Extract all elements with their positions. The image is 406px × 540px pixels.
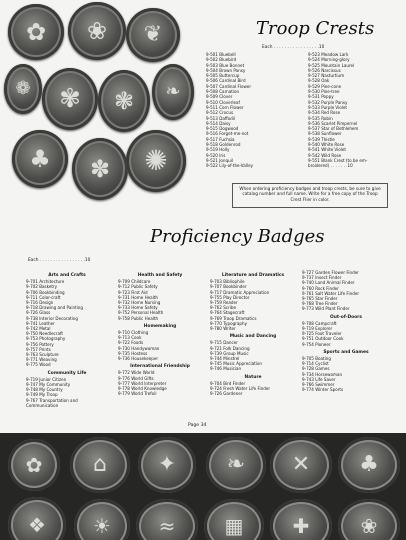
sun-icon: ☀ bbox=[93, 514, 111, 538]
category-heading: Out-of-Doors bbox=[330, 314, 362, 320]
list-item: 9-757 Prints bbox=[26, 346, 51, 352]
list-item: 9-522 Lily-of-the-Valley bbox=[206, 163, 254, 169]
list-item: 9-520 Iris bbox=[206, 152, 226, 158]
list-item: 9-535 Robin bbox=[308, 115, 333, 121]
category-heading: Literature and Dramatics bbox=[221, 273, 285, 278]
list-item: 9-724 Fresh Water Life Finder bbox=[210, 386, 271, 392]
list-item: 9-532 Purple Pansy bbox=[308, 99, 348, 105]
category-heading: Arts and Crafts bbox=[48, 273, 86, 278]
list-item: 9-747 My Community bbox=[26, 382, 71, 388]
flower-icon: ❁ bbox=[15, 78, 31, 99]
list-item: 9-773 Wild Plant Finder bbox=[302, 306, 350, 312]
list-item: 9-542 Wild Rose bbox=[308, 152, 342, 158]
badge bbox=[136, 499, 198, 540]
list-item: 9-712 Public Safety bbox=[118, 284, 158, 290]
flower-icon: ✿ bbox=[25, 18, 47, 46]
list-item: 9-718 Drawing and Painting bbox=[26, 305, 83, 311]
list-item: 9-739 Group Music bbox=[210, 350, 249, 356]
crest-badge bbox=[98, 70, 150, 132]
list-item: 9-723 First Aid bbox=[118, 289, 148, 295]
list-item: 9-701 Architecture bbox=[26, 279, 65, 285]
list-item: 9-533 Purple Violet bbox=[308, 104, 348, 110]
proficiency-badges-photo bbox=[0, 433, 406, 540]
badge bbox=[138, 437, 196, 493]
crest-badge bbox=[12, 130, 68, 188]
list-item: 9-750 Needlecraft bbox=[26, 331, 63, 337]
flower-icon: ✽ bbox=[89, 155, 111, 183]
list-item: 9-765 Star Finder bbox=[302, 296, 338, 302]
list-item: 9-722 Foods bbox=[118, 340, 144, 346]
list-item: 9-711 Color-craft bbox=[26, 294, 61, 300]
list-item: 9-719 Explorer bbox=[302, 326, 333, 332]
list-item: 9-770 Typography bbox=[210, 320, 247, 326]
list-item: 9-539 Thistle bbox=[308, 136, 335, 142]
crest-badge bbox=[152, 64, 194, 120]
list-item: 9-769 Troop Dramatics bbox=[210, 315, 257, 321]
list-item: 9-751 Outdoor Cook bbox=[302, 336, 344, 342]
star-icon: ✦ bbox=[157, 452, 177, 477]
badge bbox=[270, 499, 332, 540]
list-item: 9-713 Cook bbox=[118, 335, 142, 341]
list-item: 9-529 Pine-cone bbox=[308, 83, 342, 89]
list-item: 9-524 Morning-glory bbox=[308, 57, 350, 63]
proficiency-column-3 bbox=[210, 270, 296, 396]
category-heading: International Friendship bbox=[130, 364, 190, 370]
list-item: 9-706 Bookbinding bbox=[26, 289, 65, 295]
list-item: 9-507 Cardinal Flower bbox=[206, 83, 251, 89]
list-item: 9-759 Reader bbox=[210, 300, 238, 306]
troop-crests-list-right bbox=[308, 52, 367, 169]
badge bbox=[338, 499, 400, 540]
list-item: 9-755 Play Director bbox=[210, 294, 250, 300]
badge bbox=[204, 499, 264, 540]
list-item: 9-738 Interior Decorating bbox=[26, 315, 78, 321]
crest-badge bbox=[126, 8, 180, 62]
list-item: 9-523 Meadow Lark bbox=[308, 52, 349, 57]
list-item: 9-708 Campcraft bbox=[302, 320, 337, 326]
list-item: 9-727 Garden Flower Finder bbox=[302, 270, 359, 275]
list-item: 9-733 Home Safety bbox=[118, 305, 158, 311]
flower-icon: ✿ bbox=[25, 453, 43, 477]
wave-icon: ≈ bbox=[158, 514, 176, 538]
crest-badge bbox=[68, 2, 126, 60]
bird-icon: ❧ bbox=[226, 452, 246, 477]
list-item: 9-709 Childcare bbox=[118, 279, 151, 285]
house-icon: ⌂ bbox=[93, 452, 107, 477]
list-item: 9-534 Red Rose bbox=[308, 110, 341, 116]
list-item: 9-732 Home Nursing bbox=[118, 300, 161, 306]
cross-icon: ✚ bbox=[292, 514, 310, 538]
list-item: 9-761 Salt Water Life Finder bbox=[302, 290, 360, 296]
list-item: 9-514 Daisy bbox=[206, 120, 231, 126]
list-item: 9-509 Clover bbox=[206, 94, 233, 100]
category-heading: Health and Safety bbox=[137, 273, 183, 278]
list-item: 9-551 Blank Crest (to be em- bbox=[308, 157, 368, 163]
bird-icon: ❧ bbox=[165, 81, 181, 102]
list-item: 9-780 Writer bbox=[210, 326, 236, 332]
list-item: 9-728 Games bbox=[302, 366, 330, 372]
list-item: 9-504 Brown Pansy bbox=[206, 67, 246, 73]
list-item: 9-752 Personal Health bbox=[118, 310, 164, 316]
list-item: 9-521 Jonquil bbox=[206, 157, 233, 163]
list-item: 9-778 World Knowledge bbox=[118, 386, 167, 392]
list-item: 9-764 Stagecraft bbox=[210, 310, 245, 316]
list-item: 9-742 Metal bbox=[26, 326, 51, 332]
list-item: 9-525 Mountain Laurel bbox=[308, 62, 355, 68]
badge bbox=[70, 437, 130, 493]
list-item: 9-517 Fuchsia bbox=[206, 136, 235, 142]
list-item: 9-506 Cardinal Bird bbox=[206, 78, 246, 84]
list-item: 9-746 Musician bbox=[210, 366, 242, 372]
list-item: 9-748 My Country bbox=[26, 387, 63, 393]
list-item: 9-503 Blue Bonnet bbox=[206, 62, 245, 68]
list-item: 9-516 Forget-me-not bbox=[206, 131, 249, 137]
crest-badge bbox=[42, 68, 98, 130]
category-heading: Nature bbox=[244, 374, 262, 380]
list-item: 9-779 World Trefoil bbox=[118, 391, 157, 397]
list-item: 9-526 Narcissus bbox=[308, 67, 341, 73]
list-item: broidered) . . . . . . .10 bbox=[308, 163, 353, 169]
list-item: 9-719 Junior Citizen bbox=[26, 376, 67, 382]
list-item: 9-756 Pottery bbox=[26, 341, 54, 347]
list-item: 9-766 Swimmer bbox=[302, 382, 335, 388]
troop-crests-price: Each . . . . . . . . . . . . . . . . .10 bbox=[262, 45, 325, 50]
list-item: 9-754 Pioneer bbox=[302, 341, 331, 347]
list-item: 9-743 Life Saver bbox=[302, 376, 336, 382]
badge bbox=[74, 499, 130, 540]
list-item: 9-710 Clothing bbox=[118, 330, 149, 336]
list-item: 9-775 Wood bbox=[26, 362, 51, 368]
page-number: Page 34 bbox=[188, 423, 207, 428]
list-item: 9-774 Winter Sports bbox=[302, 387, 344, 393]
list-item: 9-776 World Gifts bbox=[118, 375, 154, 381]
list-item: 9-741 Leather bbox=[26, 320, 55, 326]
proficiency-column-4 bbox=[302, 270, 390, 392]
list-item: 9-527 Nasturtium bbox=[308, 73, 345, 79]
crest-badge bbox=[126, 130, 186, 192]
proficiency-badges-price: Each . . . . . . . . . . . . . . . . .10 bbox=[28, 258, 91, 263]
list-item: 9-510 Cloverleaf bbox=[206, 99, 240, 105]
list-item: 9-505 Buttercup bbox=[206, 73, 240, 79]
crest-badge bbox=[72, 138, 128, 200]
badge bbox=[270, 437, 332, 493]
list-item: 9-511 Corn Flower bbox=[206, 104, 244, 110]
list-item: 9-537 Star of Bethlehem bbox=[308, 126, 359, 132]
list-item: 9-753 Photography bbox=[26, 336, 66, 342]
list-item: 9-772 Wide World bbox=[118, 370, 155, 376]
list-item: 9-763 Sculpture bbox=[26, 352, 59, 358]
crest-badge bbox=[8, 4, 64, 60]
list-item: 9-726 Gardener bbox=[210, 391, 243, 397]
list-item: 9-536 Scarlet Pimpernel bbox=[308, 120, 358, 126]
list-item: 9-731 Home Health bbox=[118, 294, 159, 300]
list-item: 9-777 World Interpreter bbox=[118, 380, 167, 386]
list-item: 9-725 Foot Traveler bbox=[302, 331, 342, 337]
ordering-note: When ordering proficiency badges and troop crests, be sure to give catalog number and full name. Write for a free copy of the Troop Crest Flier in color. bbox=[232, 183, 388, 208]
troop-crests-list-left bbox=[206, 52, 253, 169]
list-item: 9-749 My Troop bbox=[26, 392, 58, 398]
list-item: 9-715 Dancer bbox=[210, 340, 238, 346]
category-heading: Homemaking bbox=[143, 323, 177, 329]
proficiency-badges-title: Proficiency Badges bbox=[150, 226, 325, 247]
list-item: 9-502 Bluebird bbox=[206, 57, 237, 63]
category-heading: Music and Dancing bbox=[229, 334, 277, 340]
grid-icon: ▦ bbox=[224, 514, 244, 538]
crest-badge bbox=[4, 64, 42, 114]
badge bbox=[8, 497, 66, 540]
list-item: 9-513 Daffodil bbox=[206, 115, 236, 121]
flower-icon: ❀ bbox=[86, 17, 108, 45]
list-item: 9-508 Carnation bbox=[206, 89, 240, 95]
badge bbox=[8, 439, 60, 491]
list-item: 9-740 Land Animal Finder bbox=[302, 280, 355, 286]
list-item: 9-735 Hostess bbox=[118, 350, 148, 356]
flower-icon: ❃ bbox=[113, 87, 135, 115]
list-item: 9-758 Public Health bbox=[118, 315, 159, 321]
trefoil-icon: ♣ bbox=[359, 452, 379, 477]
list-item: 9-531 Poppy bbox=[308, 94, 334, 100]
list-item: 9-540 White Rose bbox=[308, 142, 345, 148]
list-item: 9-512 Crocus bbox=[206, 110, 234, 116]
list-item: 9-515 Dogwood bbox=[206, 126, 239, 132]
list-item: 9-737 Insect Finder bbox=[302, 275, 342, 281]
list-item: 9-530 Pine-tree bbox=[308, 89, 340, 95]
list-item: 9-538 Sunflower bbox=[308, 131, 342, 137]
list-item: 9-702 Basketry bbox=[26, 284, 58, 290]
list-item: 9-704 Bird Finder bbox=[210, 380, 246, 386]
list-item: 9-703 Bibliophile bbox=[210, 279, 245, 285]
flower-icon: ❀ bbox=[360, 514, 378, 538]
list-item: 9-716 Design bbox=[26, 300, 54, 306]
badge bbox=[206, 437, 266, 493]
category-heading: Sports and Games bbox=[323, 349, 369, 355]
pattern-icon: ❖ bbox=[28, 513, 46, 537]
list-item: 9-745 Music Appreciation bbox=[210, 361, 262, 367]
leaf-icon: ❦ bbox=[143, 22, 163, 47]
list-item: 9-760 Rock Finder bbox=[302, 285, 339, 291]
list-item: 9-528 Oak bbox=[308, 78, 330, 84]
list-item: 9-721 Folk Dancing bbox=[210, 345, 250, 351]
list-item: 9-707 Bookbinder bbox=[210, 284, 247, 290]
list-item: 9-541 White Violet bbox=[308, 147, 347, 153]
category-heading: Community Life bbox=[47, 370, 87, 376]
list-item: 9-771 Weaving bbox=[26, 357, 57, 363]
crossed-keys-icon: ✕ bbox=[291, 452, 311, 477]
list-item: 9-714 Cyclist bbox=[302, 361, 329, 367]
list-item: 9-519 Holly bbox=[206, 147, 230, 153]
list-item: 9-736 Housekeeper bbox=[118, 356, 159, 362]
list-item: 9-744 Minstrel bbox=[210, 356, 240, 362]
list-item: 9-705 Boating bbox=[302, 356, 331, 362]
troop-crests-title: Troop Crests bbox=[256, 18, 375, 39]
tree-icon: ♣ bbox=[29, 145, 51, 173]
sunflower-icon: ✺ bbox=[144, 144, 168, 177]
list-item: 9-762 Scribe bbox=[210, 305, 236, 311]
proficiency-column-2 bbox=[118, 270, 202, 396]
list-item: 9-767 Transportation and bbox=[26, 397, 78, 403]
list-item: 9-734 Horsewoman bbox=[302, 371, 343, 377]
list-item: 9-730 Handywoman bbox=[118, 345, 160, 351]
list-item: 9-768 Tree Finder bbox=[302, 301, 338, 307]
proficiency-column-1 bbox=[26, 270, 108, 408]
list-item: 9-501 Bluebell bbox=[206, 52, 236, 57]
badge bbox=[338, 437, 400, 493]
list-item: 9-717 Dramatic Appreciation bbox=[210, 289, 270, 295]
list-item: 9-726 Glass bbox=[26, 310, 51, 316]
list-item: Communication bbox=[26, 402, 59, 408]
list-item: 9-518 Goldenrod bbox=[206, 142, 241, 148]
flower-icon: ✾ bbox=[59, 84, 81, 114]
